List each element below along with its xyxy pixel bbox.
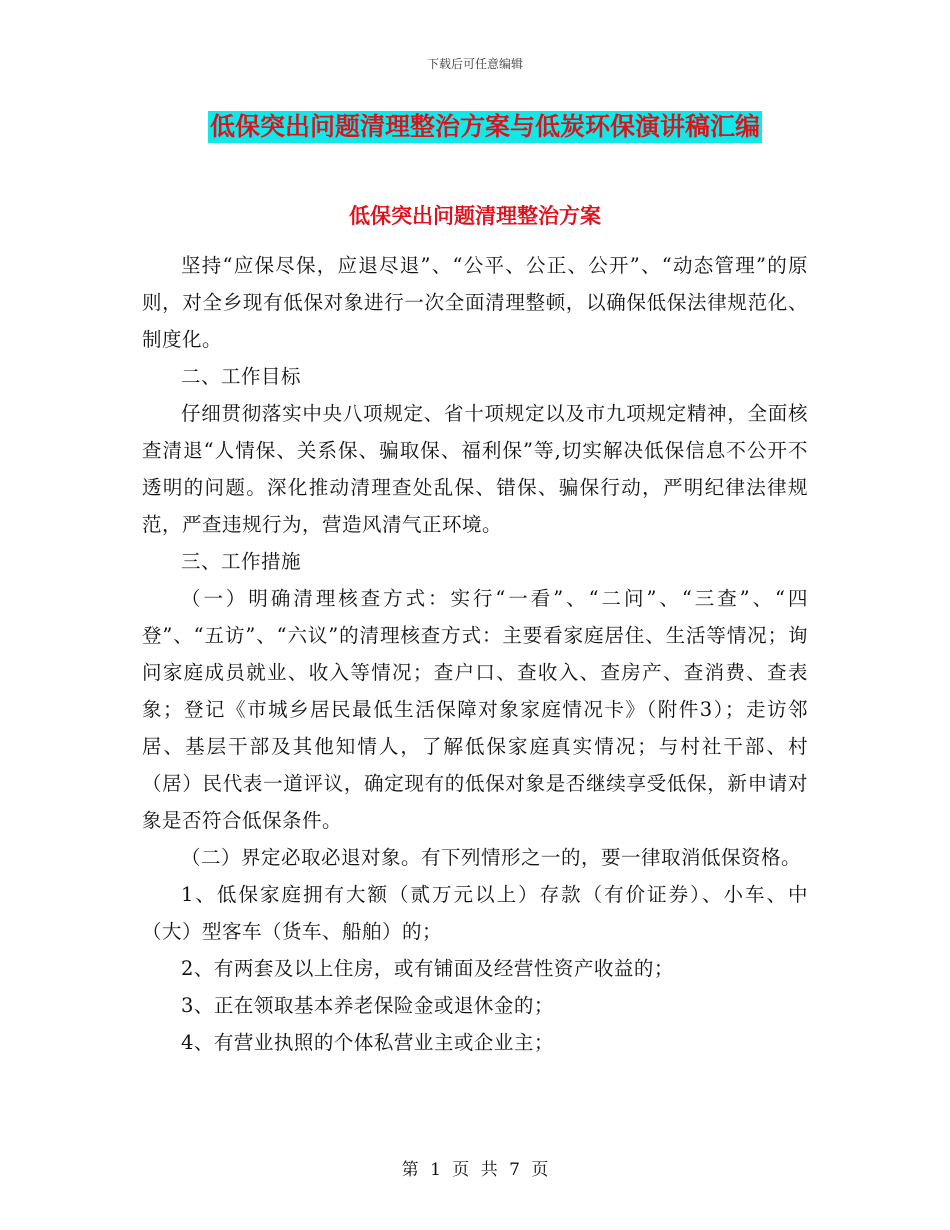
paragraph-measure-1: （一）明确清理核查方式：实行“一看”、“二问”、“三查”、“四登”、“五访”、“六议”的清理核查方式：主要看家庭居住、生活等情况；询问家庭成员就业、收入等情况；查户口、查收入、查房产、查消费、查表象；登记《市城乡居民最低生活保障对象家庭情况卡》（附件3）；走访邻居、基层干部及其他知情人，了解低保家庭真实情况；与村社干部、村（居）民代表一道评议，确定现有的低保对象是否继续享受低保，新申请对象是否符合低保条件。 <box>142 587 808 832</box>
paragraph-measure-2: （二）界定必取必退对象。有下列情形之一的，要一律取消低保资格。 <box>181 846 802 869</box>
list-item-1: 1、低保家庭拥有大额（贰万元以上）存款（有价证券）、小车、中（大）型客车（货车、船舶）的； <box>142 883 808 943</box>
page-footer: 第 1 页 共 7 页 <box>401 1160 549 1180</box>
list-item-2: 2、有两套及以上住房，或有铺面及经营性资产收益的； <box>181 957 674 980</box>
document-title: 低保突出问题清理整治方案与低炭环保演讲稿汇编 <box>210 112 761 141</box>
document-body <box>142 247 808 1061</box>
paragraph-work-goals: 仔细贯彻落实中央八项规定、省十项规定以及市九项规定精神，全面核查清退“人情保、关系保、骗取保、福利保”等,切实解决低保信息不公开不透明的问题。深化推动清理查处乱保、错保、骗保行动，严明纪律法律规范，严查违规行为，营造风清气正环境。 <box>142 402 808 536</box>
list-item-3: 3、正在领取基本养老保险金或退休金的； <box>181 994 554 1017</box>
paragraph-principles: 坚持“应保尽保，应退尽退”、“公平、公正、公开”、“动态管理”的原则，对全乡现有低保对象进行一次全面清理整顿，以确保低保法律规范化、制度化。 <box>142 254 808 351</box>
header-note: 下载后可任意编辑 <box>426 57 523 71</box>
section-title: 低保突出问题清理整治方案 <box>349 204 601 228</box>
list-item-4: 4、有营业执照的个体私营业主或企业主； <box>181 1031 554 1054</box>
heading-work-goals: 二、工作目标 <box>181 365 302 388</box>
heading-work-measures: 三、工作措施 <box>181 550 302 573</box>
